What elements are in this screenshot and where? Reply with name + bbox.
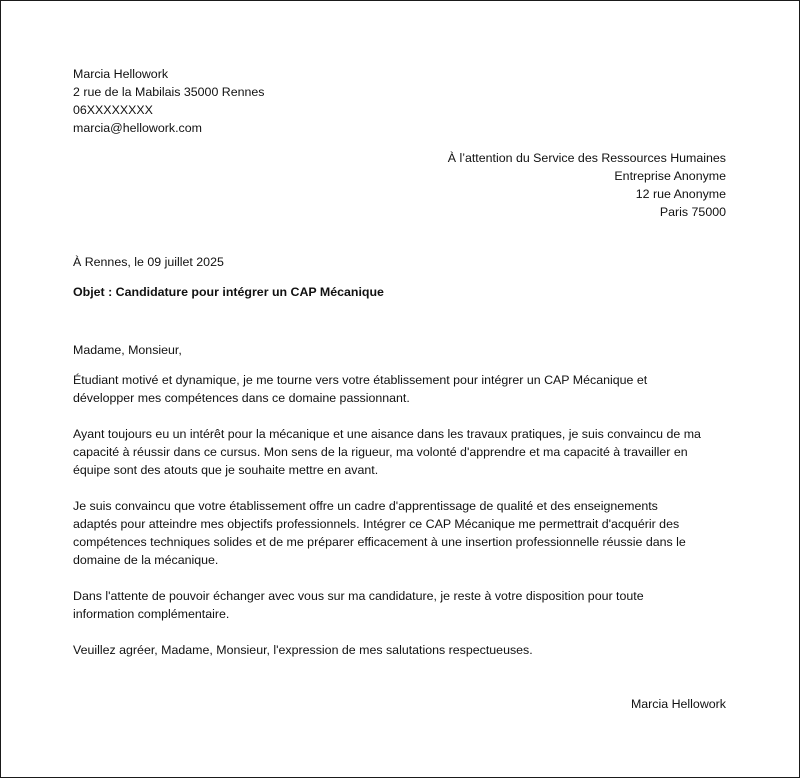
paragraph-motivation: [73, 425, 733, 479]
recipient-attention: À l’attention du Service des Ressources Humaines: [447, 151, 726, 165]
sender-email: marcia@hellowork.com: [73, 121, 202, 135]
recipient-city: Paris 75000: [659, 205, 726, 219]
paragraph-availability: [73, 587, 733, 623]
sender-phone: 06XXXXXXXX: [73, 103, 153, 117]
paragraph-line: domaine de la mécanique.: [73, 553, 219, 567]
recipient-street: 12 rue Anonyme: [635, 187, 726, 201]
paragraph-line: Étudiant motivé et dynamique, je me tourne vers votre établissement pour intégrer un CAP Mécanique et: [73, 373, 648, 387]
subject-line: Objet : Candidature pour intégrer un CAP Mécanique: [73, 285, 384, 299]
salutation: Madame, Monsieur,: [73, 343, 182, 357]
paragraph-intro: [73, 371, 733, 407]
paragraph-line: capacité à réussir dans ce cursus. Mon sens de la rigueur, ma volonté d'apprendre et ma capacité à travailler en: [73, 445, 688, 459]
paragraph-line: Ayant toujours eu un intérêt pour la mécanique et une aisance dans les travaux pratiques, je suis convaincu de ma: [73, 427, 701, 441]
paragraph-line: développer mes compétences dans ce domaine passionnant.: [73, 391, 410, 405]
paragraph-line: information complémentaire.: [73, 607, 230, 621]
paragraph-line: équipe sont des atouts que je souhaite mettre en avant.: [73, 463, 379, 477]
paragraph-closing: [73, 641, 733, 659]
sender-name: Marcia Hellowork: [73, 67, 169, 81]
paragraph-line: Je suis convaincu que votre établissement offre un cadre d'apprentissage de qualité et des enseignements: [73, 499, 658, 513]
paragraph-line: Dans l'attente de pouvoir échanger avec vous sur ma candidature, je reste à votre disposition pour toute: [73, 589, 644, 603]
paragraph-school: [73, 497, 733, 569]
recipient-company: Entreprise Anonyme: [614, 169, 726, 183]
sender-address: 2 rue de la Mabilais 35000 Rennes: [73, 85, 265, 99]
paragraph-line: adaptés pour atteindre mes objectifs professionnels. Intégrer ce CAP Mécanique me permettrait d'acquérir des: [73, 517, 680, 531]
date-line: À Rennes, le 09 juillet 2025: [73, 255, 224, 269]
paragraph-line: compétences techniques solides et de me préparer efficacement à une insertion professionnelle réussie dans le: [73, 535, 686, 549]
paragraph-line: Veuillez agréer, Madame, Monsieur, l'expression de mes salutations respectueuses.: [73, 643, 533, 657]
signature: Marcia Hellowork: [630, 697, 726, 711]
